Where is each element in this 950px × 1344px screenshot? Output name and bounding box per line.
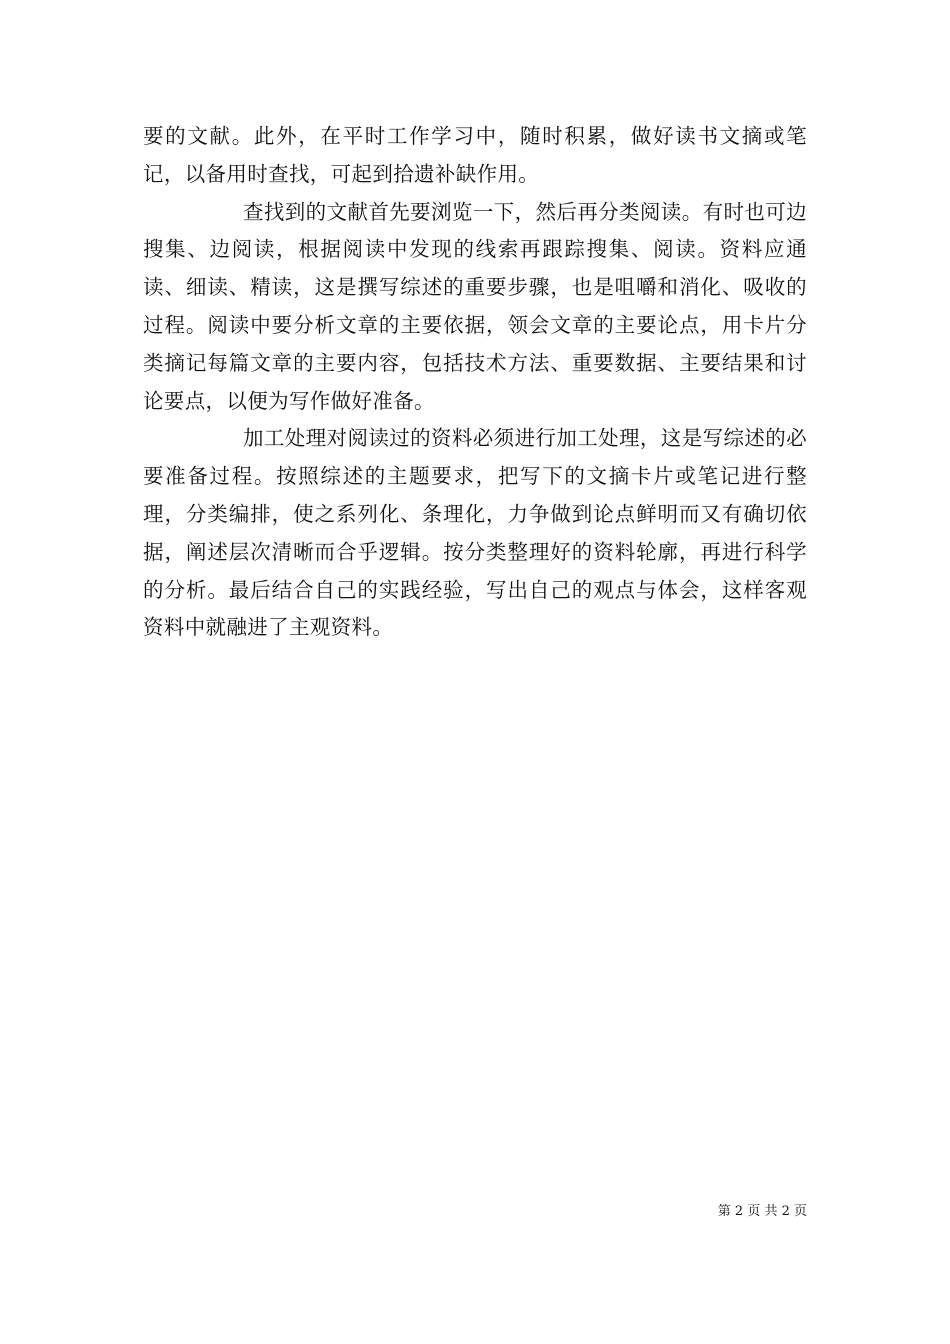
document-body <box>143 118 807 647</box>
paragraph-continuation: 要的文献。此外，在平时工作学习中，随时积累，做好读书文摘或笔记，以备用时查找，可起到拾遗补缺作用。 <box>143 124 807 186</box>
paragraph-reading: 查找到的文献首先要浏览一下，然后再分类阅读。有时也可边搜集、边阅读，根据阅读中发现的线索再跟踪搜集、阅读。资料应通读、细读、精读，这是撰写综述的重要步骤，也是咀嚼和消化、吸收的过程。阅读中要分析文章的主要依据，领会文章的主要论点，用卡片分类摘记每篇文章的主要内容，包括技术方法、重要数据、主要结果和讨论要点，以便为写作做好准备。 <box>143 199 807 413</box>
page-number-footer: 第 2 页 共 2 页 <box>717 1204 807 1219</box>
paragraph-processing: 加工处理对阅读过的资料必须进行加工处理，这是写综述的必要准备过程。按照综述的主题要求，把写下的文摘卡片或笔记进行整理，分类编排，使之系列化、条理化，力争做到论点鲜明而又有确切依据，阐述层次清晰而合乎逻辑。按分类整理好的资料轮廓，再进行科学的分析。最后结合自己的实践经验，写出自己的观点与体会，这样客观资料中就融进了主观资料。 <box>143 426 807 640</box>
